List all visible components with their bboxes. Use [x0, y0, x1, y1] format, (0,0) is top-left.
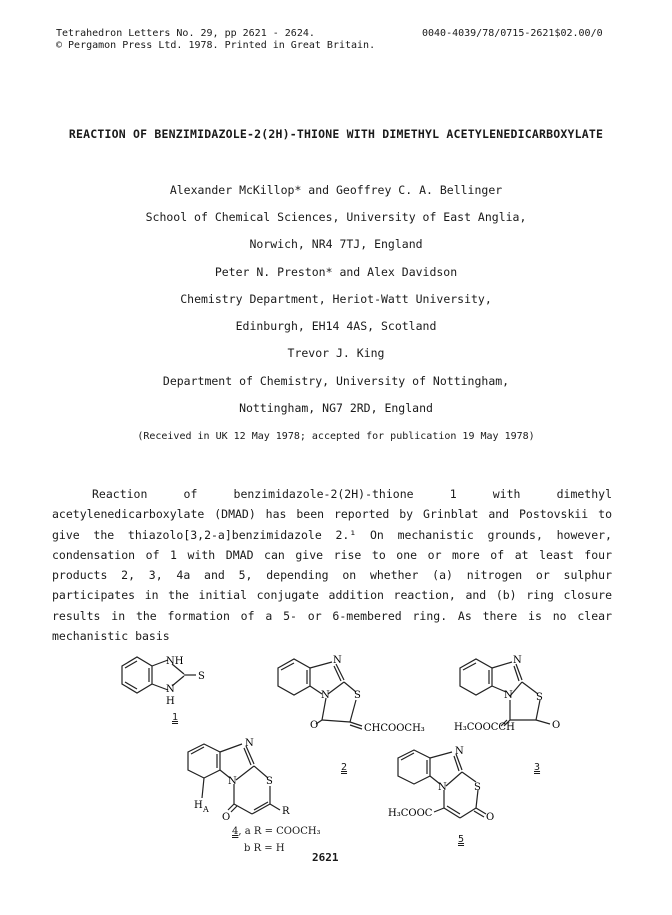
structure-2-drawing	[270, 650, 430, 740]
authors-2: Peter N. Preston* and Alex Davidson	[214, 265, 458, 279]
authors-3: Trevor J. King	[287, 346, 385, 360]
affiliation-2: Chemistry Department, Heriot-Watt University,	[180, 292, 492, 306]
body-paragraph	[52, 484, 612, 646]
compound-number-2: 2	[341, 762, 348, 773]
label-n-bridge: N	[228, 776, 237, 787]
compound-number-3: 3	[534, 762, 541, 773]
label-substituent: H₃COOC	[388, 808, 433, 819]
copyright-line: © Pergamon Press Ltd. 1978. Printed in Great Britain.	[56, 40, 376, 51]
structure-4	[182, 738, 302, 836]
address-1: Norwich, NR4 7TJ, England	[249, 237, 423, 251]
body-text: Reaction of benzimidazole-2(2H)-thione 1 with dimethyl acetylenedicarboxylate (DMAD) has been reported by Grinblat and Postovskii to give the thiazolo[3,2-a]benzimidazole 2.¹ On mechanistic grounds, however, condensation of 1 with DMAD can give rise to one or more of at least four products 2, 3, 4a and 5, depending on whether (a) nitrogen or sulphur participates in the initial conjugate addition reaction, and (b) ring closure results in the formation of a 5- or 6-membered ring. As there is no clear mechanistic basis	[52, 487, 612, 644]
article-code: 0040-4039/78/0715-2621$02.00/0	[422, 28, 603, 39]
label-a: A	[203, 805, 209, 814]
label-h: H	[194, 800, 203, 811]
address-3: Nottingham, NG7 2RD, England	[239, 401, 433, 415]
label-nh: NH	[166, 656, 184, 667]
structure-5-drawing	[388, 748, 518, 838]
label-o: O	[310, 720, 319, 731]
label-s: S	[266, 776, 273, 787]
authors-1: Alexander McKillop* and Geoffrey C. A. Bellinger	[169, 183, 503, 197]
label-r: R	[282, 806, 290, 817]
structure-2	[270, 650, 430, 744]
compound-number-4: 4	[232, 826, 239, 837]
structure-5	[388, 748, 518, 842]
label-s: S	[198, 671, 205, 682]
label-s: S	[536, 692, 543, 703]
received-dates: (Received in UK 12 May 1978; accepted for publication 19 May 1978)	[137, 431, 535, 442]
journal-citation: Tetrahedron Letters No. 29, pp 2621 - 2624.	[56, 28, 315, 39]
affiliation-3: Department of Chemistry, University of Nottingham,	[162, 374, 510, 388]
caption-b: b R = H	[244, 843, 285, 854]
label-s: S	[354, 690, 361, 701]
label-o: O	[222, 812, 231, 823]
compound-number-5: 5	[458, 834, 465, 845]
label-n-top: N	[513, 655, 522, 666]
label-n-bridge: N	[438, 782, 447, 793]
label-s: S	[474, 782, 481, 793]
label-n-top: N	[245, 738, 254, 749]
structure-1	[104, 652, 214, 716]
label-h: H	[166, 696, 175, 707]
page-number: 2621	[312, 851, 339, 864]
label-substituent: H₃COOCCH	[454, 722, 515, 733]
caption-a: a R = COOCH₃	[244, 826, 321, 837]
affiliation-1: School of Chemical Sciences, University of East Anglia,	[145, 210, 527, 224]
structure-4-caption: 4, a R = COOCH₃ b R = H	[232, 826, 321, 854]
article-title: REACTION OF BENZIMIDAZOLE-2(2H)-THIONE WITH DIMETHYL ACETYLENEDICARBOXYLATE	[68, 127, 604, 141]
label-n-top: N	[455, 746, 464, 757]
compound-number-1: 1	[172, 712, 179, 723]
label-substituent: CHCOOCH₃	[364, 723, 425, 734]
structure-3	[452, 650, 582, 744]
structure-3-drawing	[452, 650, 582, 740]
label-n-top: N	[333, 655, 342, 666]
structure-1-drawing	[104, 652, 214, 712]
label-n: N	[166, 684, 175, 695]
address-2: Edinburgh, EH14 4AS, Scotland	[235, 319, 437, 333]
label-n-bridge: N	[321, 690, 330, 701]
structure-4-drawing	[182, 738, 302, 832]
label-o: O	[486, 812, 495, 823]
label-n-bridge: N	[504, 690, 513, 701]
label-o: O	[552, 720, 561, 731]
